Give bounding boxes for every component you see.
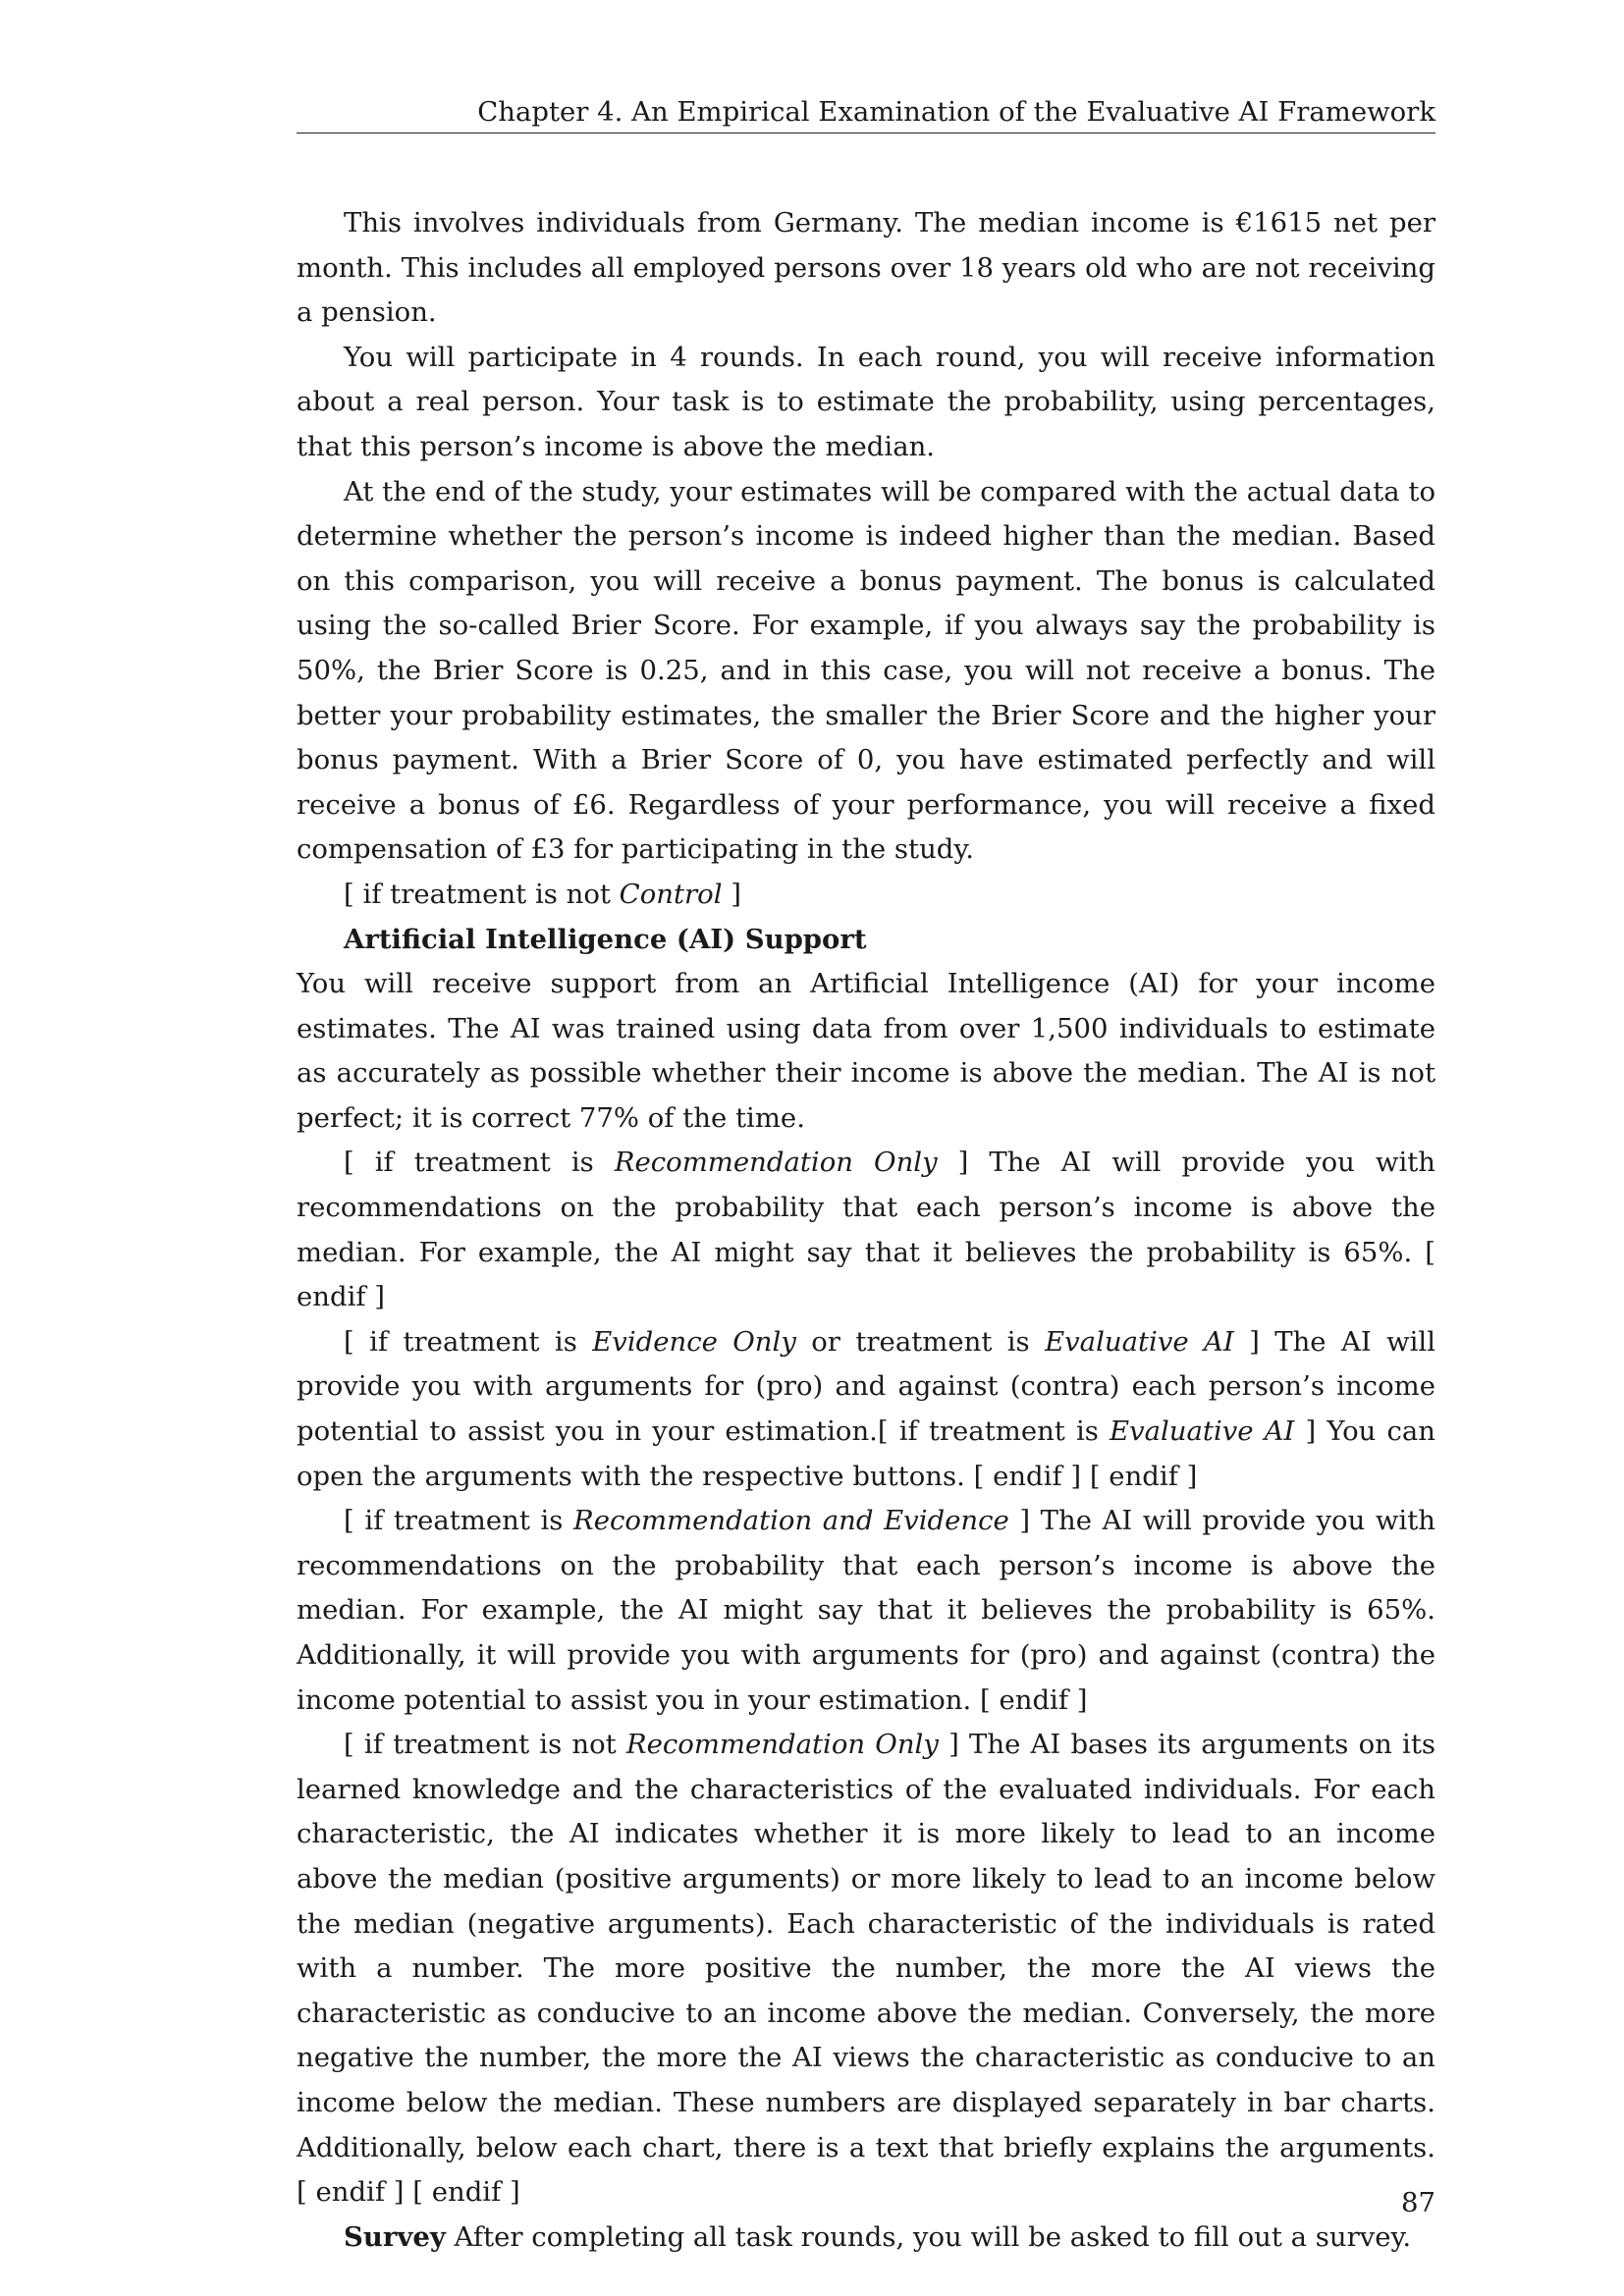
paragraph-survey xyxy=(297,2216,1435,2261)
condition-text: ] xyxy=(722,878,742,910)
paragraph-condition-not-control xyxy=(297,873,1435,918)
treatment-name: Control xyxy=(619,878,723,910)
treatment-name: Evaluative AI xyxy=(1110,1415,1295,1448)
condition-text: or treatment is xyxy=(795,1325,1046,1358)
paragraph-ai-description: You will receive support from an Artificial Intelligence (AI) for your income estimates. The AI was trained using data from over 1,500 individuals to estimate as accurately as possible whether their income is above the median. The AI is not perfect; it is correct 77% of the time. xyxy=(297,968,1435,1134)
paragraph-text: After completing all task rounds, you will be asked to fill out a survey. xyxy=(445,2220,1412,2253)
treatment-name: Recommendation Only xyxy=(614,1147,938,1179)
treatment-name: Recommendation and Evidence xyxy=(573,1505,1009,1537)
paragraph-median-income: This involves individuals from Germany. The median income is €1615 net per month. This includes all employed persons over 18 years old who are not receiving a pension. xyxy=(297,207,1435,329)
condition-text: [ if treatment is not xyxy=(344,878,620,910)
paragraph-rounds: You will participate in 4 rounds. In each round, you will receive information about a real person. Your task is to estimate the probability, using percentages, that this person’s income is above the median. xyxy=(297,341,1435,462)
paragraph-text: ] The AI will provide you with recommendations on the probability that each person’s income is above the median. For example, the AI might say that it believes the probability is 65%. Additionally, it will provide you with arguments for (pro) and against (contra) the income potential to assist you in your estimation. [ endif ] xyxy=(297,1505,1435,1716)
treatment-name: Recommendation Only xyxy=(625,1729,939,1761)
paragraph-recommendation-only xyxy=(297,1141,1435,1319)
condition-text: [ if treatment is xyxy=(344,1505,573,1537)
running-head: Chapter 4. An Empirical Examination of the Evaluative AI Framework xyxy=(477,96,1435,128)
section-heading-ai-support: Artificial Intelligence (AI) Support xyxy=(344,923,867,955)
paragraph-text: ] The AI will provide you with recommendations on the probability that each person’s income is above the median. For example, the AI might say that it believes the probability is 65%. [ endif ] xyxy=(297,1147,1436,1313)
page-number: 87 xyxy=(1401,2187,1435,2218)
condition-text: [ if treatment is xyxy=(344,1147,615,1179)
paragraph-text: ] The AI bases its arguments on its learned knowledge and the characteristics of the evaluated individuals. For each characteristic, the AI indicates whether it is more likely to lead to an income above the median (positive arguments) or more likely to lead to an income below the median (negative arguments). Each characteristic of the individuals is rated with a number. The more positive the number, the more the AI views the characteristic as conducive to an income above the median. Conversely, the more negative the number, the more the AI views the characteristic as conducive to an income below the median. These numbers are displayed separately in bar charts. Additionally, below each chart, there is a text that briefly explains the arguments. [ endif ] [ endif ] xyxy=(297,1729,1435,2209)
survey-label: Survey xyxy=(344,2220,446,2253)
paragraph-arguments-explained xyxy=(297,1723,1435,2216)
treatment-name: Evidence Only xyxy=(592,1325,796,1358)
paragraph-bonus: At the end of the study, your estimates will be compared with the actual data to determine whether the person’s income is indeed higher than the median. Based on this comparison, you will receive a bonus payment. The bonus is calculated using the so-called Brier Score. For example, if you always say the probability is 50%, the Brier Score is 0.25, and in this case, you will not receive a bonus. The better your probability estimates, the smaller the Brier Score and the higher your bonus payment. With a Brier Score of 0, you have estimated perfectly and will receive a bonus of £6. Regardless of your performance, you will receive a fixed compensation of £3 for participating in the study. xyxy=(297,475,1435,866)
paragraph-recommendation-and-evidence xyxy=(297,1499,1435,1723)
paragraph-text: ] The AI will provide you with arguments for (pro) and against (contra) each person’s income potential to assist you in your estimation.[ if treatment is xyxy=(297,1325,1436,1448)
treatment-name: Evaluative AI xyxy=(1045,1325,1234,1358)
body-text xyxy=(297,201,1435,2260)
paragraph-evidence-only xyxy=(297,1320,1435,1499)
condition-text: [ if treatment is not xyxy=(344,1729,626,1761)
condition-text: [ if treatment is xyxy=(344,1325,593,1358)
paragraph-text: ] You can open the arguments with the respective buttons. [ endif ] [ endif ] xyxy=(297,1415,1436,1492)
